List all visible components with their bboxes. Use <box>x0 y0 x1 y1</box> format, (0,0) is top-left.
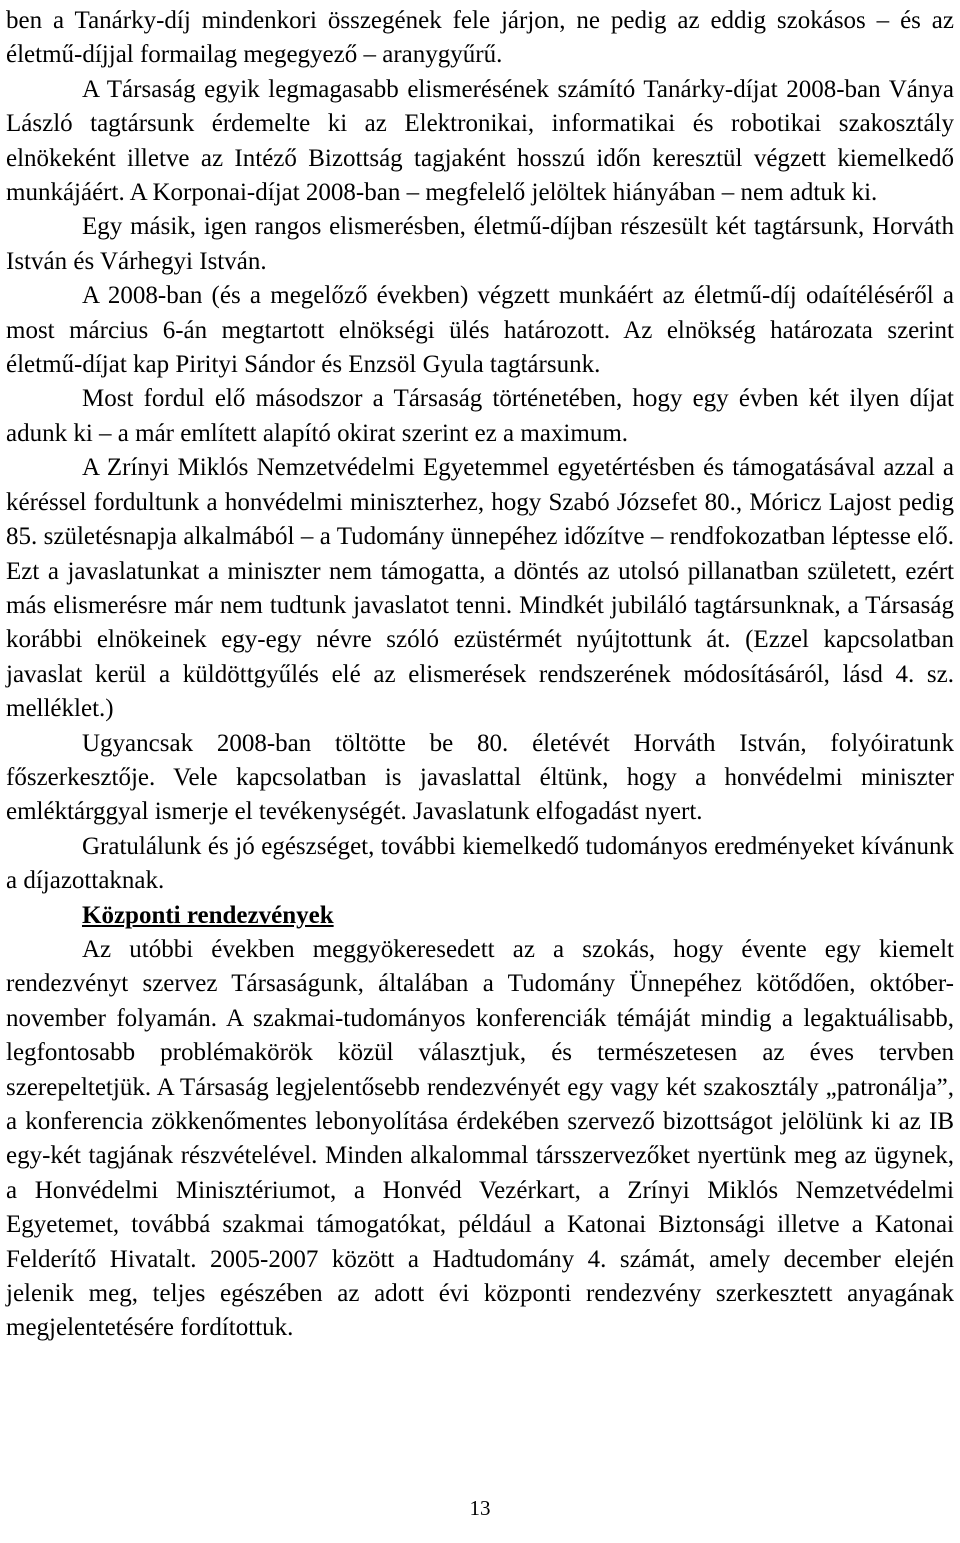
section-heading: Központi rendezvények <box>82 901 334 929</box>
paragraph-presidency-decision: A 2008-ban (és a megelőző években) végzett munkáért az életmű-díj odaítéléséről a most március 6-án megtartott elnökségi ülés határozott. Az elnökség határozata szerint életmű-díjat kap Pirityi Sándor és Enzsöl Gyula tagtársunk. <box>6 282 954 379</box>
body-text-section <box>6 933 954 1346</box>
paragraph-zrinyi-university: A Zrínyi Miklós Nemzetvédelmi Egyetemmel egyetértésben és támogatásával azzal a kéréssel fordultunk a honvédelmi miniszterhez, hogy Szabó Józsefet 80., Móricz Lajost pedig 85. születésnapja alkalmából – a Tudomány ünnepéhez időzítve – rendfokozatban léptesse elő. Ezt a javaslatunkat a miniszter nem támogatta, a döntés az utolsó pillanatban született, ezért más elismerésre már nem tudtunk javaslatot tenni. Mindkét jubiláló tagtársunknak, a Társaság korábbi elnökeinek egy-egy névre szóló ezüstérmét nyújtottunk át. (Ezzel kapcsolatban javaslat kerül a küldöttgyűlés elé az elismerések rendszerének módosításáról, lásd 4. sz. melléklet.) <box>6 454 954 723</box>
paragraph-congratulations: Gratulálunk és jó egészséget, további kiemelkedő tudományos eredményeket kívánunk a díjazottaknak. <box>6 832 954 895</box>
paragraph-lifetime-award: Egy másik, igen rangos elismerésben, életmű-díjban részesült két tagtársunk, Horváth István és Várhegyi István. <box>6 213 954 275</box>
paragraph-central-events: Az utóbbi években meggyökeresedett az a szokás, hogy évente egy kiemelt rendezvényt szervez Társaságunk, általában a Tudomány Ünnepéhez kötődően, október-november folyamán. A szakmai-tudományos konferenciák témáját mindig a legaktuálisabb, legfontosabb problémakörök közül választjuk, és természetesen az éves tervben szerepeltetjük. A Társaság legjelentősebb rendezvényét egy vagy két szakosztály „patronálja”, a konferencia zökkenőmentes lebonyolítása érdekében szervező bizottságot jelölünk ki az IB egy-két tagjának részvételével. Minden alkalommal társszervezőket nyertünk meg az ügynek, a Honvédelmi Minisztériumot, a Honvéd Vezérkart, a Zrínyi Miklós Nemzetvédelmi Egyetemet, továbbá szakmai támogatókat, például a Katonai Biztonsági illetve a Katonai Felderítő Hivatalt. 2005-2007 között a Hadtudomány 4. számát, amely december elején jelenik meg, teljes egészében az adott évi központi rendezvény szerkesztett anyagának megjelentetésére fordítottuk. <box>6 935 954 1342</box>
paragraph-second-time: Most fordul elő másodszor a Társaság történetében, hogy egy évben két ilyen díjat adunk ki – a már említett alapító okirat szerint ez a maximum. <box>6 385 954 447</box>
page-number: 13 <box>469 1496 491 1520</box>
paragraph-tanarky-award: A Társaság egyik legmagasabb elismerésének számító Tanárky-díjat 2008-ban Ványa László tagtársunk érdemelte ki az Elektronikai, informatikai és robotikai szakosztály elnökeként illetve az Intéző Bizottság tagjaként hosszú időn keresztül végzett kiemelkedő munkájáért. A Korponai-díjat 2008-ban – megfelelő jelöltek hiányában – nem adtuk ki. <box>6 75 954 207</box>
paragraph-horvath-80: Ugyancsak 2008-ban töltötte be 80. életévét Horváth István, folyóiratunk főszerkesztője. Vele kapcsolatban is javaslattal éltünk, hogy a honvédelmi miniszter emléktárggyal ismerje el tevékenységét. Javaslatunk elfogadást nyert. <box>6 729 954 826</box>
body-text <box>6 4 954 899</box>
paragraph-continuation: ben a Tanárky-díj mindenkori összegének fele járjon, ne pedig az eddig szokásos – és az életmű-díjjal formailag megegyező – aranygyűrű. <box>6 7 954 69</box>
